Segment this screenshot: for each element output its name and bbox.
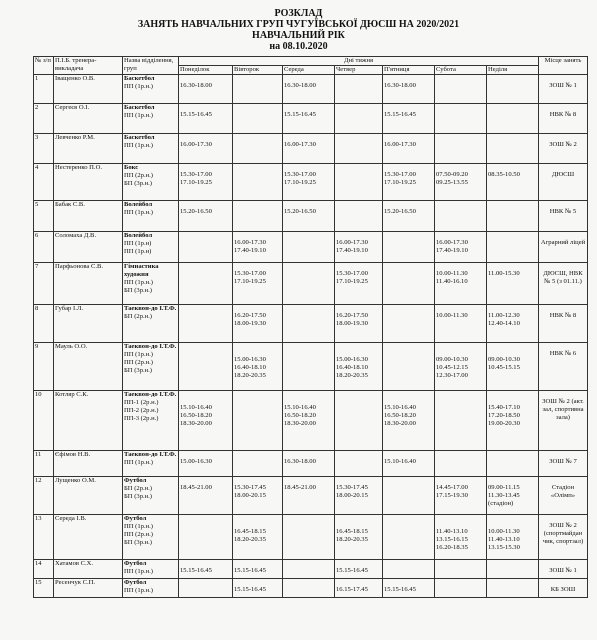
group-list: ПП (1р.н.)	[124, 587, 153, 594]
time-cell-mon: 18.45-21.00	[179, 477, 233, 515]
time-cell-sun	[487, 560, 539, 579]
row-number: 6	[34, 232, 54, 263]
sport-name: Баскетбол	[124, 75, 155, 82]
row-number: 12	[34, 477, 54, 515]
time-cell-sun	[487, 579, 539, 598]
coach-name: Котляр С.К.	[54, 391, 123, 451]
time-cell-wed: 15.20-16.50	[283, 201, 335, 232]
sport-name: Баскетбол	[124, 104, 155, 111]
time-cell-wed	[283, 579, 335, 598]
table-row	[34, 579, 588, 598]
place-cell: НВК № 6	[539, 343, 588, 391]
sport-name: Бокс	[124, 164, 139, 171]
row-number: 1	[34, 75, 54, 104]
place-cell: ДЮСШ	[539, 164, 588, 201]
sport-name: Волейбол	[124, 201, 153, 208]
time-cell-fri	[383, 232, 435, 263]
table-row	[34, 75, 588, 104]
sport-name: Таеквон-до І.Т.Ф.	[124, 305, 177, 312]
time-cell-sat: 10.00-11.30	[435, 305, 487, 343]
table-row	[34, 515, 588, 560]
row-number: 3	[34, 134, 54, 164]
time-cell-thu: 15.30-17.00 17.10-19.25	[335, 263, 383, 305]
place-cell: ЗОШ № 1	[539, 75, 588, 104]
time-cell-mon	[179, 305, 233, 343]
time-cell-sun: 11.00-12.30 12.40-14.10	[487, 305, 539, 343]
time-cell-tue	[233, 134, 283, 164]
time-cell-fri	[383, 477, 435, 515]
section-cell	[123, 75, 179, 104]
table-row	[34, 451, 588, 477]
time-cell-tue: 15.30-17.45 18.00-20.15	[233, 477, 283, 515]
time-cell-fri: 15.10-16.40 16.50-18.20 18.30-20.00	[383, 391, 435, 451]
place-cell: ЗОШ № 2	[539, 134, 588, 164]
place-cell: КБ ЗОШ	[539, 579, 588, 598]
day-header-wed: Середа	[283, 66, 335, 75]
document-header	[0, 0, 597, 52]
group-list: БП (2р.н.) БП (3р.н.)	[124, 485, 153, 500]
sport-name: Таеквон-до І.Т.Ф.	[124, 451, 177, 458]
coach-name: Ресенчук С.П.	[54, 579, 123, 598]
coach-name: Сергеєв О.І.	[54, 104, 123, 134]
row-number: 5	[34, 201, 54, 232]
group-list: ПП (1р.н.) ПП (2р.н.) БП (3р.н.)	[124, 523, 153, 546]
time-cell-sun	[487, 201, 539, 232]
time-cell-sun: 09.00-10.30 10.45-15.15	[487, 343, 539, 391]
coach-name: Лущенко О.М.	[54, 477, 123, 515]
sport-name: Футбол	[124, 560, 147, 567]
day-header-fri: П'ятниця	[383, 66, 435, 75]
coach-name: Мауль О.О.	[54, 343, 123, 391]
time-cell-fri	[383, 263, 435, 305]
group-list: ПП (1р.н.)	[124, 459, 153, 466]
time-cell-thu: 16.00-17.30 17.40-19.10	[335, 232, 383, 263]
col-days-header: Дні тижня	[179, 57, 539, 66]
time-cell-sun	[487, 134, 539, 164]
time-cell-thu: 15.00-16.30 16.40-18.10 18.20-20.35	[335, 343, 383, 391]
time-cell-mon: 15.15-16.45	[179, 104, 233, 134]
time-cell-sat: 10.00-11.30 11.40-16.10	[435, 263, 487, 305]
time-cell-fri	[383, 343, 435, 391]
place-cell: Аграрний ліцей	[539, 232, 588, 263]
col-section-header: Назва відділення, груп	[123, 57, 179, 75]
time-cell-sat: 11.40-13.10 13.15-16.15 16.20-18.35	[435, 515, 487, 560]
place-cell: Стадіон «Олімп»	[539, 477, 588, 515]
time-cell-thu	[335, 164, 383, 201]
time-cell-mon: 15.00-16.30	[179, 451, 233, 477]
time-cell-wed: 15.30-17.00 17.10-19.25	[283, 164, 335, 201]
time-cell-tue: 15.30-17.00 17.10-19.25	[233, 263, 283, 305]
row-number: 14	[34, 560, 54, 579]
row-number: 15	[34, 579, 54, 598]
group-list: ПП (1р.н.)	[124, 83, 153, 90]
coach-name: Губар І.Л.	[54, 305, 123, 343]
table-row	[34, 232, 588, 263]
time-cell-sat	[435, 391, 487, 451]
table-row	[34, 134, 588, 164]
day-header-sat: Субота	[435, 66, 487, 75]
time-cell-fri	[383, 560, 435, 579]
sport-name: Гімнастика художня	[124, 263, 159, 278]
time-cell-mon: 15.15-16.45	[179, 560, 233, 579]
time-cell-mon	[179, 343, 233, 391]
group-list: ПП-1 (2р.н.) ПП-2 (2р.н.) ПП-3 (2р.н.)	[124, 399, 159, 422]
sport-name: Баскетбол	[124, 134, 155, 141]
time-cell-tue	[233, 451, 283, 477]
col-num-header: № з/п	[34, 57, 54, 75]
section-cell	[123, 391, 179, 451]
time-cell-tue	[233, 201, 283, 232]
sport-name: Таеквон-до І.Т.Ф.	[124, 343, 177, 350]
time-cell-wed	[283, 263, 335, 305]
col-place-header: Місце занять	[539, 57, 588, 75]
time-cell-sat: 14.45-17.00 17.15-19.30	[435, 477, 487, 515]
day-header-mon: Понеділок	[179, 66, 233, 75]
schedule-table	[33, 56, 588, 598]
time-cell-sat	[435, 75, 487, 104]
table-row	[34, 343, 588, 391]
table-row	[34, 164, 588, 201]
place-cell: ЗОШ № 1	[539, 560, 588, 579]
time-cell-tue: 15.00-16.30 16.40-18.10 18.20-20.35	[233, 343, 283, 391]
time-cell-wed	[283, 305, 335, 343]
group-list: ПП (1р.н) ПП (1р.н)	[124, 240, 152, 255]
time-cell-sat: 16.00-17.30 17.40-19.10	[435, 232, 487, 263]
row-number: 8	[34, 305, 54, 343]
sport-name: Футбол	[124, 477, 147, 484]
time-cell-mon: 15.10-16.40 16.50-18.20 18.30-20.00	[179, 391, 233, 451]
time-cell-thu: 15.30-17.45 18.00-20.15	[335, 477, 383, 515]
time-cell-tue: 16.45-18.15 18.20-20.35	[233, 515, 283, 560]
time-cell-wed: 16.00-17.30	[283, 134, 335, 164]
time-cell-thu	[335, 451, 383, 477]
time-cell-thu: 16.20-17.50 18.00-19.30	[335, 305, 383, 343]
section-cell	[123, 343, 179, 391]
time-cell-thu	[335, 75, 383, 104]
time-cell-fri: 15.20-16.50	[383, 201, 435, 232]
doc-subtitle: ЗАНЯТЬ НАВЧАЛЬНИХ ГРУП ЧУГУЇВСЬКОЇ ДЮСШ НА 2020/2021	[137, 19, 460, 30]
time-cell-tue	[233, 75, 283, 104]
time-cell-sun	[487, 451, 539, 477]
section-cell	[123, 477, 179, 515]
sport-name: Волейбол	[124, 232, 153, 239]
time-cell-wed	[283, 515, 335, 560]
row-number: 10	[34, 391, 54, 451]
section-cell	[123, 451, 179, 477]
time-cell-tue	[233, 104, 283, 134]
time-cell-sun: 10.00-11.30 11.40-13.10 13.15-15.30	[487, 515, 539, 560]
time-cell-thu	[335, 391, 383, 451]
group-list: ПП (1р.н.)	[124, 209, 153, 216]
time-cell-tue: 16.00-17.30 17.40-19.10	[233, 232, 283, 263]
time-cell-mon: 15.20-16.50	[179, 201, 233, 232]
place-cell: НВК № 5	[539, 201, 588, 232]
time-cell-fri	[383, 515, 435, 560]
table-row	[34, 477, 588, 515]
time-cell-tue: 15.15-16.45	[233, 560, 283, 579]
time-cell-thu: 16.45-18.15 18.20-20.35	[335, 515, 383, 560]
table-row	[34, 201, 588, 232]
day-header-thu: Четвер	[335, 66, 383, 75]
time-cell-wed: 16.30-18.00	[283, 451, 335, 477]
time-cell-sat: 09.00-10.30 10.45-12.15 12.30-17.00	[435, 343, 487, 391]
time-cell-sun: 15.40-17.10 17.20-18.50 19.00-20.30	[487, 391, 539, 451]
section-cell	[123, 515, 179, 560]
section-cell	[123, 263, 179, 305]
time-cell-tue	[233, 391, 283, 451]
place-cell: НВК № 8	[539, 104, 588, 134]
time-cell-sun	[487, 232, 539, 263]
time-cell-wed: 16.30-18.00	[283, 75, 335, 104]
place-cell: ЗОШ № 7	[539, 451, 588, 477]
time-cell-sat	[435, 134, 487, 164]
time-cell-mon	[179, 232, 233, 263]
time-cell-sun: 11.00-15.30	[487, 263, 539, 305]
time-cell-fri	[383, 305, 435, 343]
time-cell-thu: 15.15-16.45	[335, 560, 383, 579]
section-cell	[123, 134, 179, 164]
time-cell-tue: 15.15-16.45	[233, 579, 283, 598]
section-cell	[123, 305, 179, 343]
time-cell-sun	[487, 104, 539, 134]
time-cell-tue	[233, 164, 283, 201]
sport-name: Футбол	[124, 515, 147, 522]
time-cell-wed	[283, 560, 335, 579]
coach-name: Соломаха Д.В.	[54, 232, 123, 263]
row-number: 13	[34, 515, 54, 560]
doc-date: на 08.10.2020	[269, 41, 328, 52]
section-cell	[123, 104, 179, 134]
day-header-tue: Вівторок	[233, 66, 283, 75]
time-cell-sat	[435, 104, 487, 134]
sport-name: Таеквон-до І.Т.Ф.	[124, 391, 177, 398]
time-cell-sun	[487, 75, 539, 104]
time-cell-sat: 07.50-09.20 09.25-13.55	[435, 164, 487, 201]
doc-year: НАВЧАЛЬНИЙ РІК	[252, 30, 345, 41]
table-row	[34, 560, 588, 579]
group-list: БП (2р.н.)	[124, 313, 153, 320]
time-cell-fri: 15.10-16.40	[383, 451, 435, 477]
table-row	[34, 263, 588, 305]
time-cell-mon: 16.00-17.30	[179, 134, 233, 164]
section-cell	[123, 232, 179, 263]
group-list: ПП (1р.н.)	[124, 568, 153, 575]
row-number: 4	[34, 164, 54, 201]
section-cell	[123, 164, 179, 201]
time-cell-mon	[179, 515, 233, 560]
table-row	[34, 104, 588, 134]
group-list: ПП (2р.н.) БП (3р.н.)	[124, 172, 153, 187]
place-cell: ДЮСШ, НВК № 5 (з 01.11.)	[539, 263, 588, 305]
table-row	[34, 391, 588, 451]
time-cell-fri: 16.00-17.30	[383, 134, 435, 164]
time-cell-mon	[179, 263, 233, 305]
coach-name: Середа І.В.	[54, 515, 123, 560]
time-cell-wed: 15.15-16.45	[283, 104, 335, 134]
coach-name: Левченко Р.М.	[54, 134, 123, 164]
col-coach-header: П.І.Б. тренера-викладача	[54, 57, 123, 75]
sport-name: Футбол	[124, 579, 147, 586]
time-cell-mon	[179, 579, 233, 598]
time-cell-fri: 16.30-18.00	[383, 75, 435, 104]
time-cell-fri: 15.30-17.00 17.10-19.25	[383, 164, 435, 201]
time-cell-wed	[283, 343, 335, 391]
row-number: 7	[34, 263, 54, 305]
time-cell-sat	[435, 201, 487, 232]
day-header-sun: Неділя	[487, 66, 539, 75]
time-cell-sat	[435, 579, 487, 598]
time-cell-tue: 16.20-17.50 18.00-19.30	[233, 305, 283, 343]
coach-name: Нестеренко П.О.	[54, 164, 123, 201]
time-cell-sun: 08.35-10.50	[487, 164, 539, 201]
time-cell-thu	[335, 104, 383, 134]
coach-name: Парфьонова С.В.	[54, 263, 123, 305]
row-number: 2	[34, 104, 54, 134]
section-cell	[123, 560, 179, 579]
time-cell-mon: 15.30-17.00 17.10-19.25	[179, 164, 233, 201]
time-cell-wed	[283, 232, 335, 263]
group-list: ПП (1р.н.) БП (3р.н.)	[124, 279, 153, 294]
coach-name: Бабак С.В.	[54, 201, 123, 232]
place-cell: НВК № 8	[539, 305, 588, 343]
time-cell-thu: 16.15-17.45	[335, 579, 383, 598]
group-list: ПП (1р.н.) ПП (2р.н.) БП (3р.н.)	[124, 351, 153, 374]
section-cell	[123, 579, 179, 598]
time-cell-wed: 15.10-16.40 16.50-18.20 18.30-20.00	[283, 391, 335, 451]
time-cell-mon: 16.30-18.00	[179, 75, 233, 104]
header-row-1	[34, 57, 588, 66]
time-cell-thu	[335, 134, 383, 164]
time-cell-wed: 18.45-21.00	[283, 477, 335, 515]
time-cell-thu	[335, 201, 383, 232]
time-cell-fri: 15.15-16.45	[383, 579, 435, 598]
doc-title: РОЗКЛАД	[274, 8, 323, 19]
group-list: ПП (1р.н.)	[124, 142, 153, 149]
group-list: ПП (1р.н.)	[124, 112, 153, 119]
place-cell: ЗОШ № 2 (акт. зал, спортивна зала)	[539, 391, 588, 451]
time-cell-sat	[435, 451, 487, 477]
time-cell-sun: 09.00-11.15 11.30-13.45 (стадіон)	[487, 477, 539, 515]
coach-name: Хатамов С.Х.	[54, 560, 123, 579]
row-number: 9	[34, 343, 54, 391]
coach-name: Іващенко О.В.	[54, 75, 123, 104]
coach-name: Єфімов Н.В.	[54, 451, 123, 477]
place-cell: ЗОШ № 2 (спортмайдан чик, спортзал)	[539, 515, 588, 560]
section-cell	[123, 201, 179, 232]
row-number: 11	[34, 451, 54, 477]
table-row	[34, 305, 588, 343]
time-cell-sat	[435, 560, 487, 579]
time-cell-fri: 15.15-16.45	[383, 104, 435, 134]
